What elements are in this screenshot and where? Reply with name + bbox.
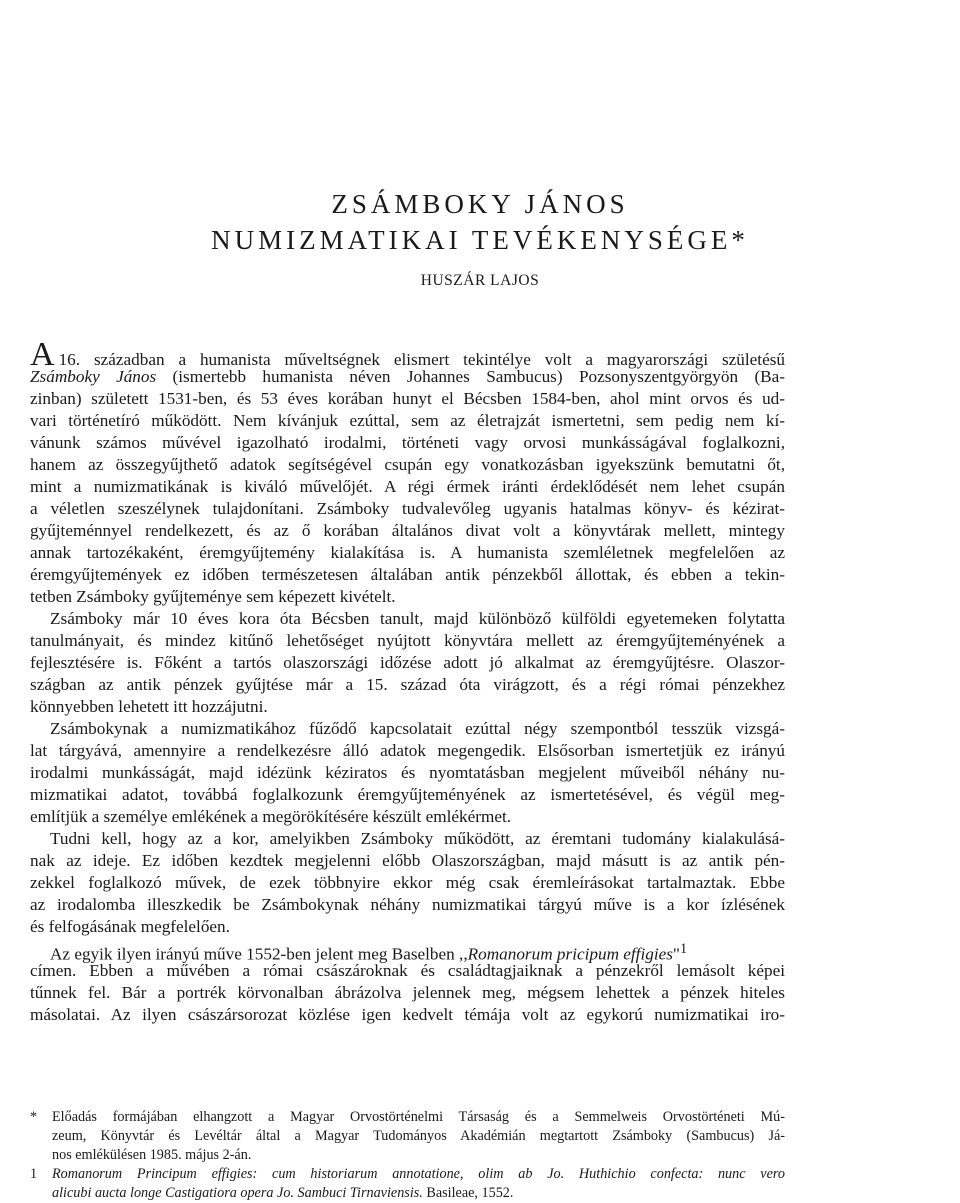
body-line: zekkel foglalkozó művek, de ezek többnyire ekkor még csak éremleírásokat tartalmaztak. Ebbe	[30, 873, 785, 892]
body-line: annak tartozékaként, éremgyűjtemény kialakítása is. A humanista szemléletnek megfelelően az	[30, 543, 785, 562]
title-line-1: ZSÁMBOKY JÁNOS	[331, 189, 629, 219]
title-line-2: NUMIZMATIKAI TEVÉKENYSÉGE*	[211, 225, 749, 255]
body-line: lat tárgyává, amennyire a rendelkezésre álló adatok megengedik. Elsősorban ismertetjük ez irányú	[30, 741, 785, 760]
footnote-line: 1 Romanorum Principum effigies: cum historiarum annotatione, olim ab Jo. Huthichio confecta: nunc vero	[30, 1166, 785, 1182]
body-line: szágban az antik pénzek gyűjtése már a 15. század óta virágzott, és a régi római pénzekhez	[30, 675, 785, 694]
body-line: könnyebben lehetett itt hozzájutni.	[30, 697, 268, 716]
body-line: Zsámboky már 10 éves kora óta Bécsben tanult, majd különböző külföldi egyetemeken folytatta	[50, 609, 785, 628]
body-line: mizmatikai adatot, továbbá foglalkozunk éremgyűjteményének az ismertetésével, és végül meg-	[30, 785, 785, 804]
body-line: fejlesztésére is. Főként a tartós olaszországi időzése adott jó alkalmat az éremgyűjtésre. Olaszor-	[30, 653, 785, 672]
body-line: éremgyűjtemények ez időben természetesen általában antik pénzekből állottak, és ebben a tekin-	[30, 565, 785, 584]
footnote-line: zeum, Könyvtár és Levéltár által a Magyar Tudományos Akadémián megtartott Zsámboky (Sambucus) Já-	[52, 1128, 785, 1144]
body-line: irodalmi munkásságát, majd idézünk kéziratos és nyomtatásban megjelent műveiből néhány nu-	[30, 763, 785, 782]
footnote-star: *	[30, 1109, 38, 1125]
body-line: hanem az összegyűjthető adatok segítségével csupán egy vonatkozásban igyekszünk bemutatni őt,	[30, 455, 785, 474]
footnote-number: 1	[30, 1166, 38, 1182]
article-body	[30, 336, 785, 1026]
body-line: vari történetíró működött. Nem kívánjuk ezúttal, sem az életrajzát ismertetni, sem pedig nem kí-	[30, 411, 785, 430]
body-line: tűnnek fel. Bár a portrék körvonalban ábrázolva jelennek meg, mégsem lehettek a pénzek hiteles	[30, 983, 785, 1002]
footnote-line: alicubi aucta longe Castigatiora opera Jo. Sambuci Tirnaviensis. Basileae, 1552.	[52, 1185, 514, 1201]
body-line: Zsámbokynak a numizmatikához fűződő kapcsolatait ezúttal négy szempontból tesszük vizsgá-	[50, 719, 785, 738]
body-line: tetben Zsámboky gyűjteménye sem képezett kivételt.	[30, 587, 396, 606]
body-line: Zsámboky János (ismertebb humanista néven Johannes Sambucus) Pozsonyszentgyörgyön (Ba-	[30, 367, 785, 386]
person-name: Zsámboky János	[30, 367, 157, 386]
body-line: vánunk számos művével igazolható irodalmi, történeti vagy orvosi munkásságával foglalkozni,	[30, 433, 785, 452]
body-line: említjük a személye emlékének a megörökítésére készült emlékérmet.	[30, 807, 512, 826]
body-line: gyűjteménnyel rendelkezett, és az ő korában általános divat volt a könyvtárak mellett, mintegy	[30, 521, 785, 540]
footnote-ref: 1	[679, 941, 688, 957]
cited-title: Romanorum pricipum effigies	[467, 944, 673, 964]
body-line: másolatai. Az ilyen császársorozat közlése igen kedvelt témája volt az egykorú numizmatikai iro-	[30, 1005, 785, 1024]
body-line: A 16. században a humanista műveltségnek elismert tekintélye volt a magyarországi születésű	[30, 336, 785, 373]
body-line: nak az ideje. Ez időben kezdtek megjelenni előbb Olaszországban, majd másutt is az antik pén-	[30, 851, 785, 870]
body-line: mint a numizmatikának is kiváló művelőjét. A régi érmek iránti érdeklődését nem lehet csupán	[30, 477, 785, 496]
footnotes	[30, 1108, 785, 1203]
drop-cap: A	[30, 336, 55, 373]
body-line: és felfogásának megfelelően.	[30, 917, 230, 936]
body-line: Tudni kell, hogy az a kor, amelyikben Zsámboky működött, az éremtani tudomány kialakulásá-	[50, 829, 785, 848]
body-line: címen. Ebben a művében a római császároknak és családtagjaiknak a pénzekről lemásolt képei	[30, 961, 785, 980]
body-line: a véletlen szeszélynek tulajdonítani. Zsámboky tudvalevőleg ugyanis hatalmas könyv- és kézirat-	[30, 499, 785, 518]
body-line: Az egyik ilyen irányú műve 1552-ben jelent meg Baselben ,,Romanorum pricipum effigies"$^1$	[50, 941, 688, 964]
body-line: az irodalomba illeszkedik be Zsámbokynak néhány numizmatikai tárgyú műve is a kor ízlésének	[30, 895, 785, 914]
author-name: HUSZÁR LAJOS	[420, 272, 540, 289]
footnote-line: nos emlékülésen 1985. május 2-án.	[52, 1147, 252, 1163]
body-line: tanulmányait, és mindez kitűnő lehetőséget nyújtott könyvtára mellett az éremgyűjteményének a	[30, 631, 785, 650]
footnote-line: * Előadás formájában elhangzott a Magyar Orvostörténelmi Társaság és a Semmelweis Orvostörténeti Mú-	[30, 1109, 785, 1125]
article-title	[0, 186, 960, 258]
body-line: zinban) született 1531-ben, és 53 éves korában hunyt el Bécsben 1584-ben, ahol mint orvos és ud-	[30, 389, 785, 408]
